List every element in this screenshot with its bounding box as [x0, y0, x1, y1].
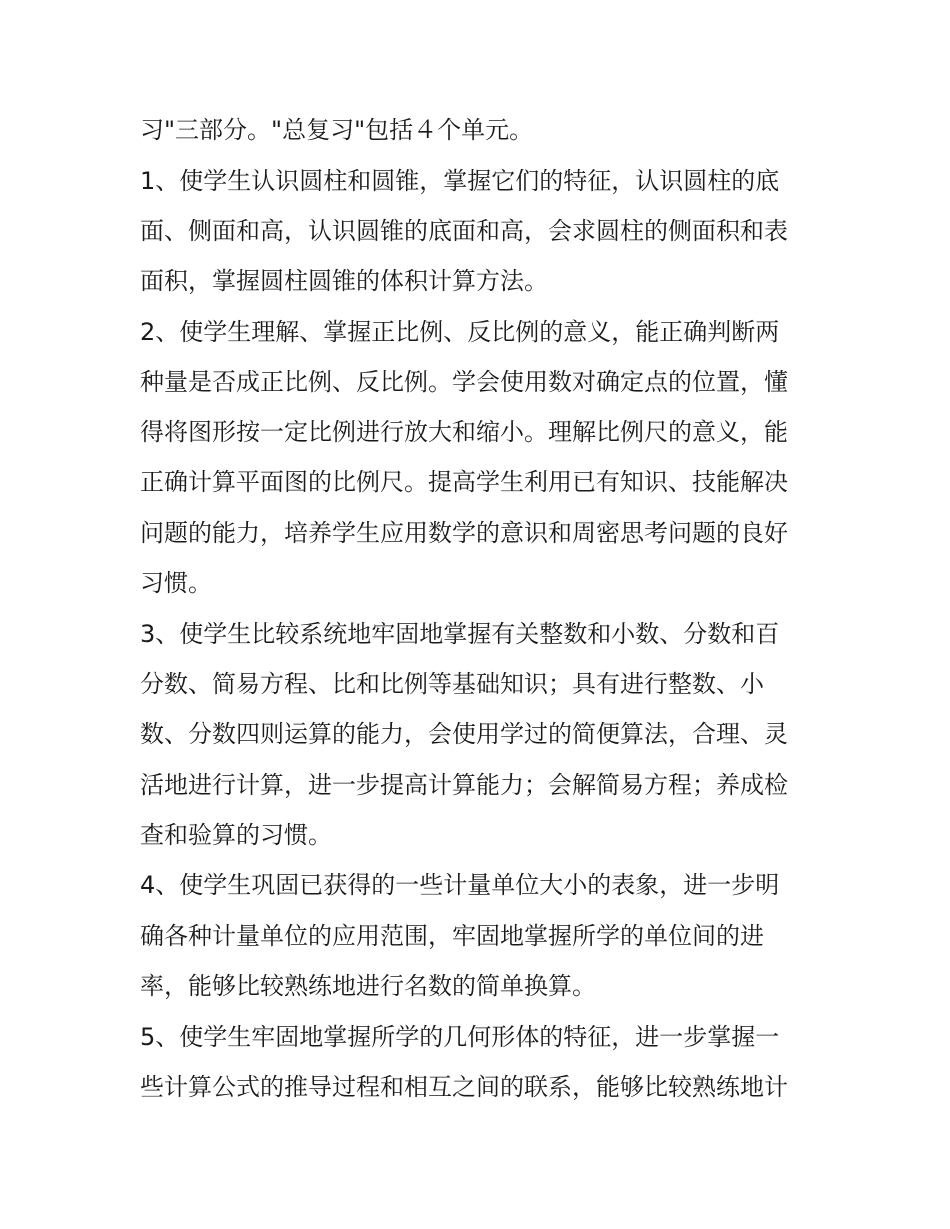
text-line: 面、侧面和高，认识圆锥的底面和高，会求圆柱的侧面积和表 — [140, 217, 788, 245]
text-line: 分数、简易方程、比和比例等基础知识；具有进行整数、小 — [140, 670, 764, 698]
text-line: 2、使学生理解、掌握正比例、反比例的意义，能正确判断两 — [140, 318, 780, 346]
text-line: 数、分数四则运算的能力，会使用学过的简便算法，合理、灵 — [140, 720, 788, 748]
text-line: 习"三部分。"总复习"包括４个单元。 — [140, 116, 534, 144]
text-line: 面积，掌握圆柱圆锥的体积计算方法。 — [140, 267, 548, 295]
text-line: 正确计算平面图的比例尺。提高学生利用已有知识、技能解决 — [140, 468, 788, 496]
text-line: 习惯。 — [140, 569, 212, 597]
text-line: 确各种计量单位的应用范围，牢固地掌握所学的单位间的进 — [140, 922, 764, 950]
text-line: 些计算公式的推导过程和相互之间的联系，能够比较熟练地计 — [140, 1073, 788, 1101]
text-line: 得将图形按一定比例进行放大和缩小。理解比例尺的意义，能 — [140, 418, 788, 446]
text-line: 查和验算的习惯。 — [140, 821, 332, 849]
text-line: 活地进行计算，进一步提高计算能力；会解简易方程；养成检 — [140, 771, 788, 799]
text-line: 3、使学生比较系统地牢固地掌握有关整数和小数、分数和百 — [140, 620, 780, 648]
text-line: 5、使学生牢固地掌握所学的几何形体的特征，进一步掌握一 — [140, 1023, 780, 1051]
text-line: 问题的能力，培养学生应用数学的意识和周密思考问题的良好 — [140, 519, 788, 547]
text-line: 率，能够比较熟练地进行名数的简单换算。 — [140, 972, 596, 1000]
text-line: 种量是否成正比例、反比例。学会使用数对确定点的位置，懂 — [140, 368, 788, 396]
text-line: 1、使学生认识圆柱和圆锥，掌握它们的特征，认识圆柱的底 — [140, 167, 780, 195]
text-line: 4、使学生巩固已获得的一些计量单位大小的表象，进一步明 — [140, 871, 780, 899]
